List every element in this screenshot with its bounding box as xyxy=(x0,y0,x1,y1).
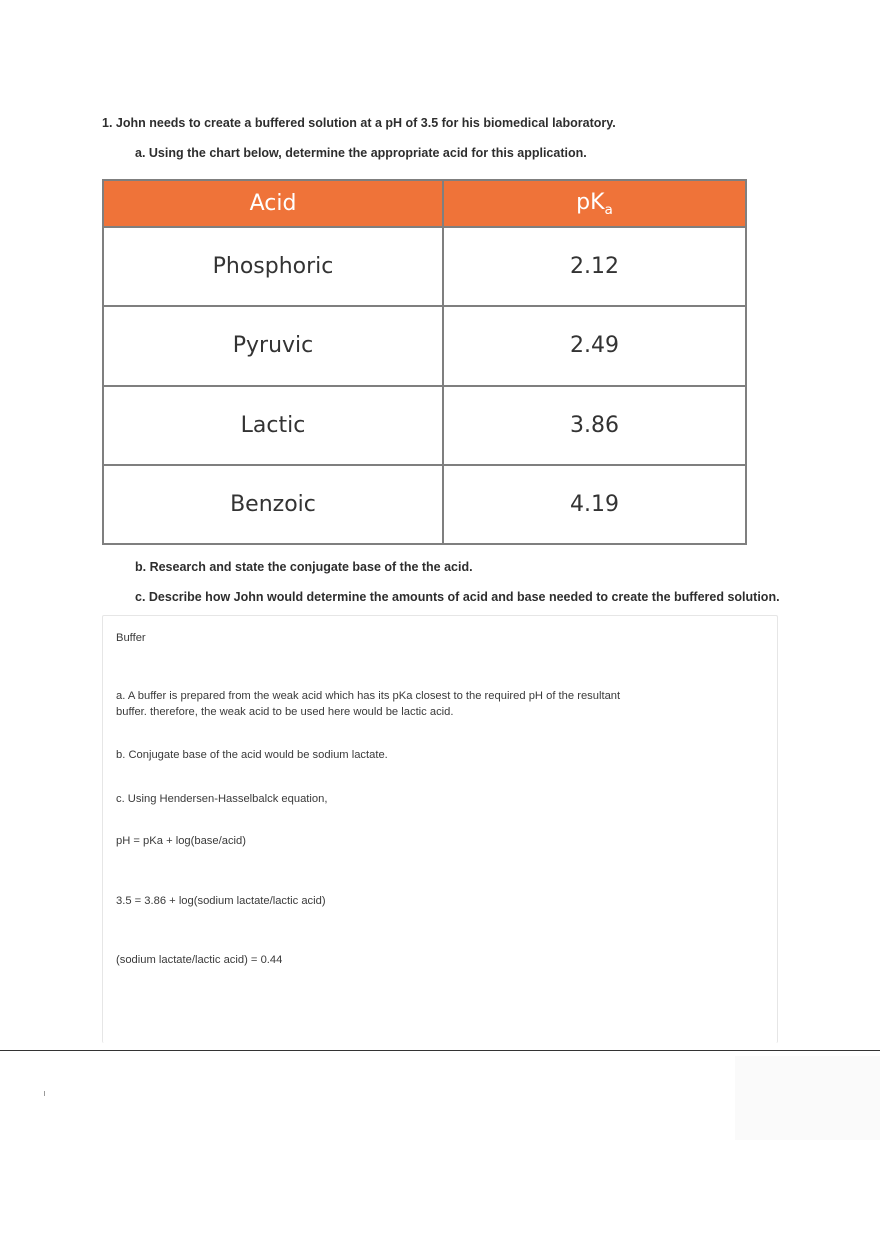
header-pka-text: pK xyxy=(576,189,605,215)
equation-2: 3.5 = 3.86 + log(sodium lactate/lactic acid) xyxy=(116,895,326,907)
header-pka-subscript: a xyxy=(604,201,613,218)
equation-1: pH = pKa + log(base/acid) xyxy=(116,835,246,847)
page-mark xyxy=(44,1091,45,1096)
answer-c: c. Using Hendersen-Hasselbalck equation, xyxy=(116,793,328,805)
question-1b: b. Research and state the conjugate base of the the acid. xyxy=(135,560,473,574)
pka-value-cell: 3.86 xyxy=(443,386,746,465)
acid-name-cell: Pyruvic xyxy=(103,306,443,385)
table-header-row xyxy=(103,180,746,227)
answer-b: b. Conjugate base of the acid would be sodium lactate. xyxy=(116,749,388,761)
header-acid: Acid xyxy=(103,180,443,227)
faint-panel xyxy=(735,1056,880,1140)
answer-a-line-1: a. A buffer is prepared from the weak acid which has its pKa closest to the required pH of the resultant xyxy=(116,690,621,702)
answer-box xyxy=(102,615,778,1043)
acid-pka-table xyxy=(102,179,747,545)
question-1c: c. Describe how John would determine the amounts of acid and base needed to create the buffered solution. xyxy=(135,590,780,604)
pka-value-cell: 2.12 xyxy=(443,227,746,306)
answer-title: Buffer xyxy=(116,632,146,644)
answer-a-line-2: buffer. therefore, the weak acid to be used here would be lactic acid. xyxy=(116,706,454,718)
acid-name-cell: Phosphoric xyxy=(103,227,443,306)
pka-value-cell: 4.19 xyxy=(443,465,746,544)
table-row xyxy=(103,465,746,544)
equation-3: (sodium lactate/lactic acid) = 0.44 xyxy=(116,954,283,966)
question-1a: a. Using the chart below, determine the appropriate acid for this application. xyxy=(135,146,587,160)
table-row xyxy=(103,227,746,306)
table-row xyxy=(103,386,746,465)
question-1: 1. John needs to create a buffered solution at a pH of 3.5 for his biomedical laboratory. xyxy=(102,116,616,130)
pka-value-cell: 2.49 xyxy=(443,306,746,385)
page-divider xyxy=(0,1050,880,1051)
header-pka xyxy=(443,180,746,227)
acid-name-cell: Benzoic xyxy=(103,465,443,544)
acid-name-cell: Lactic xyxy=(103,386,443,465)
table-row xyxy=(103,306,746,385)
